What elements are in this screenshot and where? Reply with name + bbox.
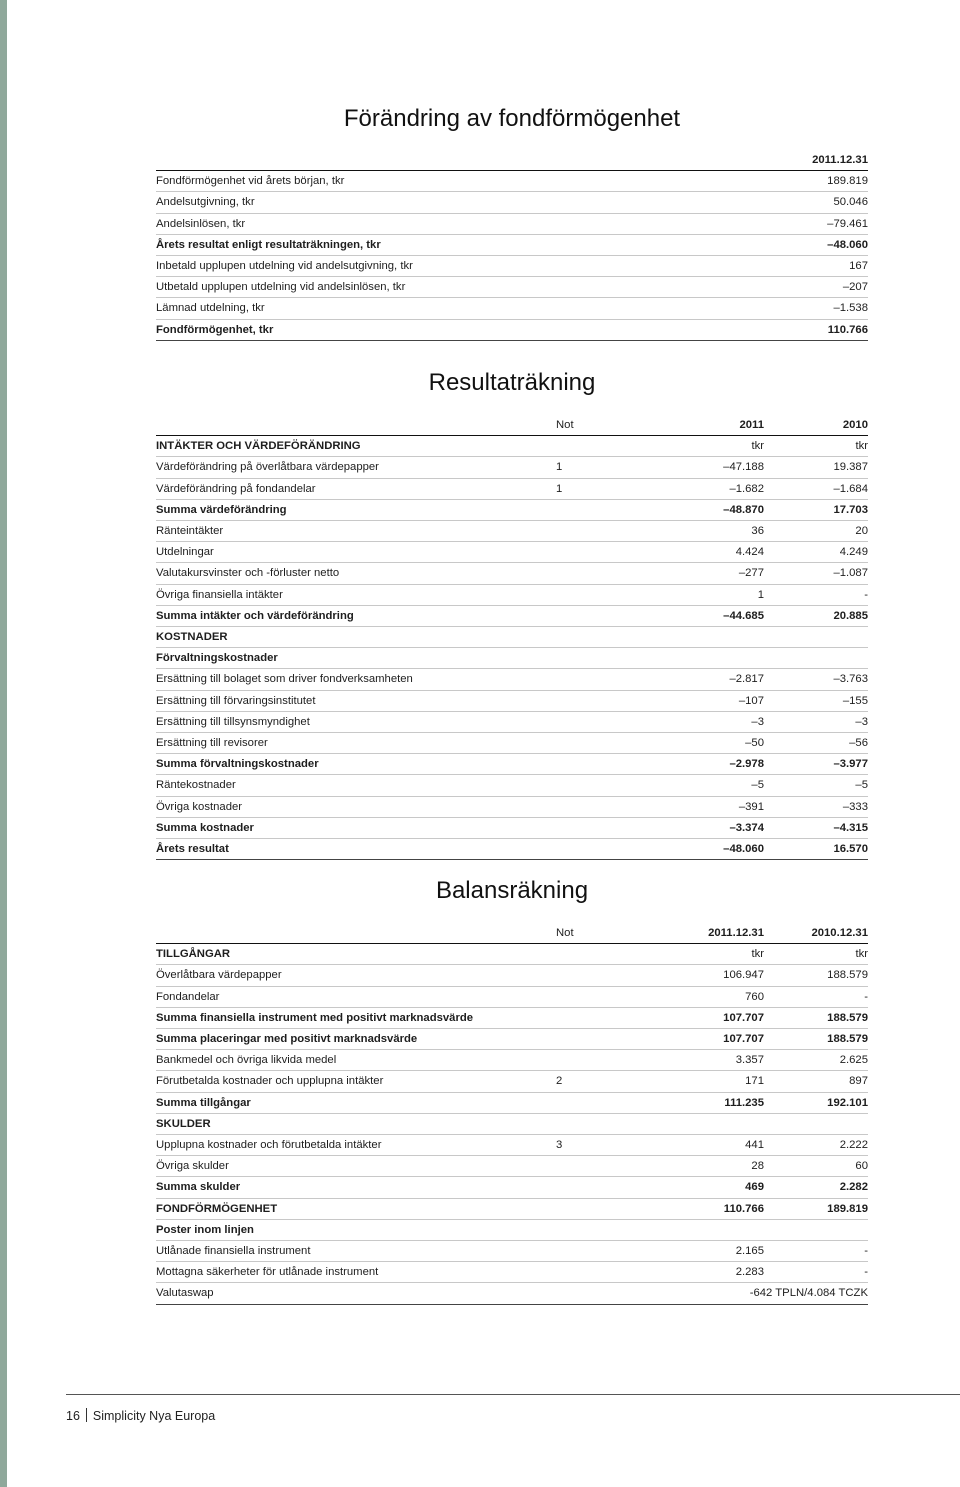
page-number: 16 bbox=[66, 1409, 80, 1423]
row-label: Utlånade finansiella instrument bbox=[156, 1241, 556, 1262]
row-value-current: 36 bbox=[656, 521, 764, 542]
row-label: Summa värdeförändring bbox=[156, 499, 556, 520]
fond-table-section bbox=[156, 150, 868, 341]
row-note bbox=[556, 1050, 656, 1071]
table-row bbox=[156, 234, 868, 255]
row-value-previous: 192.101 bbox=[764, 1092, 868, 1113]
row-label: Utbetald upplupen utdelning vid andelsinlösen, tkr bbox=[156, 277, 716, 298]
page-footer bbox=[66, 1408, 215, 1423]
row-value: –1.538 bbox=[716, 298, 868, 319]
resultat-title: Resultaträkning bbox=[428, 369, 596, 396]
row-label: Ersättning till tillsynsmyndighet bbox=[156, 711, 556, 732]
table-row bbox=[156, 192, 868, 213]
table-row bbox=[156, 669, 868, 690]
document-name: Simplicity Nya Europa bbox=[92, 1409, 216, 1423]
row-note bbox=[556, 986, 656, 1007]
row-value-current: 2.165 bbox=[656, 1241, 764, 1262]
row-value-current: 2.283 bbox=[656, 1262, 764, 1283]
table-row bbox=[156, 319, 868, 340]
table-row bbox=[156, 436, 868, 457]
fond-title: Förändring av fondförmögenhet bbox=[343, 105, 681, 132]
table-row bbox=[156, 1135, 868, 1156]
row-value-previous: - bbox=[764, 1262, 868, 1283]
row-note bbox=[556, 1007, 656, 1028]
row-value-current: –391 bbox=[656, 796, 764, 817]
row-value-previous: –5 bbox=[764, 775, 868, 796]
row-value-current: –44.685 bbox=[656, 605, 764, 626]
row-note bbox=[556, 563, 656, 584]
row-note: 1 bbox=[556, 478, 656, 499]
row-value-previous: 17.703 bbox=[764, 499, 868, 520]
table-row bbox=[156, 1156, 868, 1177]
resultat-table bbox=[156, 415, 868, 860]
table-row bbox=[156, 648, 868, 669]
table-row bbox=[156, 754, 868, 775]
row-label: Överlåtbara värdepapper bbox=[156, 965, 556, 986]
row-value-current: 4.424 bbox=[656, 542, 764, 563]
row-value-current: 107.707 bbox=[656, 1029, 764, 1050]
row-label: Ränteintäkter bbox=[156, 521, 556, 542]
row-value-current: 110.766 bbox=[656, 1198, 764, 1219]
row-value-previous: –1.087 bbox=[764, 563, 868, 584]
resultat-header-not: Not bbox=[556, 415, 656, 436]
row-label: Årets resultat bbox=[156, 839, 556, 860]
row-value-current: –48.060 bbox=[656, 839, 764, 860]
row-label: Summa skulder bbox=[156, 1177, 556, 1198]
row-label: Förutbetalda kostnader och upplupna intäkter bbox=[156, 1071, 556, 1092]
table-row bbox=[156, 839, 868, 860]
row-note: 3 bbox=[556, 1135, 656, 1156]
row-value-previous: - bbox=[764, 1241, 868, 1262]
table-row bbox=[156, 277, 868, 298]
row-value-previous: –3.763 bbox=[764, 669, 868, 690]
row-label: Övriga skulder bbox=[156, 1156, 556, 1177]
row-value-current: –2.978 bbox=[656, 754, 764, 775]
table-row bbox=[156, 1029, 868, 1050]
table-row bbox=[156, 627, 868, 648]
row-value-previous: 16.570 bbox=[764, 839, 868, 860]
row-label: Årets resultat enligt resultaträkningen, tkr bbox=[156, 234, 716, 255]
row-note bbox=[556, 627, 656, 648]
row-value-current bbox=[656, 1113, 764, 1134]
row-note bbox=[556, 817, 656, 838]
table-row bbox=[156, 944, 868, 965]
row-note bbox=[556, 733, 656, 754]
row-label: Inbetald upplupen utdelning vid andelsutgivning, tkr bbox=[156, 256, 716, 277]
row-label: Summa kostnader bbox=[156, 817, 556, 838]
row-note bbox=[556, 965, 656, 986]
row-value-previous: 2.282 bbox=[764, 1177, 868, 1198]
row-value: –79.461 bbox=[716, 213, 868, 234]
row-value-current: 760 bbox=[656, 986, 764, 1007]
table-row bbox=[156, 563, 868, 584]
row-label: INTÄKTER OCH VÄRDEFÖRÄNDRING bbox=[156, 436, 556, 457]
row-value-previous: - bbox=[764, 584, 868, 605]
row-value: –207 bbox=[716, 277, 868, 298]
row-value-previous bbox=[764, 627, 868, 648]
row-note bbox=[556, 839, 656, 860]
table-row bbox=[156, 690, 868, 711]
row-value-previous: –56 bbox=[764, 733, 868, 754]
row-value-current: 441 bbox=[656, 1135, 764, 1156]
row-value-previous: 60 bbox=[764, 1156, 868, 1177]
row-value-current: –47.188 bbox=[656, 457, 764, 478]
row-value-previous: tkr bbox=[764, 944, 868, 965]
row-value-current: 106.947 bbox=[656, 965, 764, 986]
row-value-current: 107.707 bbox=[656, 1007, 764, 1028]
row-value-previous: –3.977 bbox=[764, 754, 868, 775]
row-note bbox=[556, 584, 656, 605]
row-note bbox=[556, 796, 656, 817]
row-label: Ersättning till bolaget som driver fondverksamheten bbox=[156, 669, 556, 690]
row-note bbox=[556, 521, 656, 542]
row-value-current: 111.235 bbox=[656, 1092, 764, 1113]
balans-header-2010: 2010.12.31 bbox=[764, 923, 868, 944]
table-row bbox=[156, 1113, 868, 1134]
row-note: 2 bbox=[556, 1071, 656, 1092]
row-value-previous bbox=[764, 648, 868, 669]
table-row bbox=[156, 775, 868, 796]
table-row bbox=[156, 171, 868, 192]
resultat-header-2011: 2011 bbox=[656, 415, 764, 436]
balans-table-section bbox=[156, 923, 868, 1305]
row-note: 1 bbox=[556, 457, 656, 478]
row-note bbox=[556, 1241, 656, 1262]
row-value-current: tkr bbox=[656, 436, 764, 457]
row-value-previous: –4.315 bbox=[764, 817, 868, 838]
fond-header-date: 2011.12.31 bbox=[716, 150, 868, 171]
row-label: Upplupna kostnader och förutbetalda intäkter bbox=[156, 1135, 556, 1156]
row-label: Mottagna säkerheter för utlånade instrument bbox=[156, 1262, 556, 1283]
row-note bbox=[556, 605, 656, 626]
table-row bbox=[156, 478, 868, 499]
row-note bbox=[556, 1283, 656, 1304]
row-value-current bbox=[656, 1219, 764, 1240]
row-label: Poster inom linjen bbox=[156, 1219, 556, 1240]
row-value-previous: 189.819 bbox=[764, 1198, 868, 1219]
balans-title: Balansräkning bbox=[435, 877, 589, 904]
row-value-current: 28 bbox=[656, 1156, 764, 1177]
row-label: Fondandelar bbox=[156, 986, 556, 1007]
row-note bbox=[556, 690, 656, 711]
balans-header-2011: 2011.12.31 bbox=[656, 923, 764, 944]
row-value-current: –1.682 bbox=[656, 478, 764, 499]
fond-header-row bbox=[156, 150, 868, 171]
row-value-current: –48.870 bbox=[656, 499, 764, 520]
table-row bbox=[156, 986, 868, 1007]
row-value-span: -642 TPLN/4.084 TCZK bbox=[656, 1283, 868, 1304]
row-value-previous: 188.579 bbox=[764, 1007, 868, 1028]
row-value-previous bbox=[764, 1219, 868, 1240]
row-value-previous: 2.625 bbox=[764, 1050, 868, 1071]
row-note bbox=[556, 711, 656, 732]
row-value: 167 bbox=[716, 256, 868, 277]
table-row bbox=[156, 499, 868, 520]
row-value-current: –3 bbox=[656, 711, 764, 732]
row-value-current: –107 bbox=[656, 690, 764, 711]
row-value-current bbox=[656, 627, 764, 648]
table-row bbox=[156, 1092, 868, 1113]
row-label: SKULDER bbox=[156, 1113, 556, 1134]
row-value: 189.819 bbox=[716, 171, 868, 192]
row-note bbox=[556, 436, 656, 457]
footer-separator bbox=[86, 1408, 87, 1422]
row-note bbox=[556, 1156, 656, 1177]
row-label: Ersättning till revisorer bbox=[156, 733, 556, 754]
row-label: Summa förvaltningskostnader bbox=[156, 754, 556, 775]
row-value-previous: 20 bbox=[764, 521, 868, 542]
row-value-current: –3.374 bbox=[656, 817, 764, 838]
row-label: Summa intäkter och värdeförändring bbox=[156, 605, 556, 626]
row-value-current: 3.357 bbox=[656, 1050, 764, 1071]
row-note bbox=[556, 775, 656, 796]
table-row bbox=[156, 711, 868, 732]
row-value-current: 171 bbox=[656, 1071, 764, 1092]
row-note bbox=[556, 1113, 656, 1134]
table-row bbox=[156, 457, 868, 478]
row-label: Valutaswap bbox=[156, 1283, 556, 1304]
row-value-previous: –1.684 bbox=[764, 478, 868, 499]
row-value-previous: 4.249 bbox=[764, 542, 868, 563]
table-row bbox=[156, 1219, 868, 1240]
row-note bbox=[556, 754, 656, 775]
table-row bbox=[156, 1177, 868, 1198]
row-label: Övriga finansiella intäkter bbox=[156, 584, 556, 605]
resultat-header-row bbox=[156, 415, 868, 436]
table-row bbox=[156, 965, 868, 986]
table-row bbox=[156, 256, 868, 277]
table-row bbox=[156, 1071, 868, 1092]
balans-header-row bbox=[156, 923, 868, 944]
row-value-current: 1 bbox=[656, 584, 764, 605]
row-label: Värdeförändring på fondandelar bbox=[156, 478, 556, 499]
row-value-previous: 188.579 bbox=[764, 965, 868, 986]
row-value-previous: –3 bbox=[764, 711, 868, 732]
row-note bbox=[556, 1262, 656, 1283]
balans-table bbox=[156, 923, 868, 1305]
row-note bbox=[556, 1177, 656, 1198]
row-label: Fondförmögenhet vid årets början, tkr bbox=[156, 171, 716, 192]
table-row bbox=[156, 298, 868, 319]
table-row bbox=[156, 1050, 868, 1071]
row-value-current bbox=[656, 648, 764, 669]
row-note bbox=[556, 542, 656, 563]
row-value-current: –277 bbox=[656, 563, 764, 584]
row-value-current: –50 bbox=[656, 733, 764, 754]
resultat-table-section bbox=[156, 415, 868, 860]
table-row bbox=[156, 796, 868, 817]
row-value-previous: 2.222 bbox=[764, 1135, 868, 1156]
table-row bbox=[156, 1241, 868, 1262]
resultat-header-2010: 2010 bbox=[764, 415, 868, 436]
row-value-previous bbox=[764, 1113, 868, 1134]
table-row bbox=[156, 1007, 868, 1028]
table-row bbox=[156, 521, 868, 542]
row-value-current: –2.817 bbox=[656, 669, 764, 690]
row-value-previous: 20.885 bbox=[764, 605, 868, 626]
table-row bbox=[156, 1198, 868, 1219]
table-row bbox=[156, 1262, 868, 1283]
row-label: Utdelningar bbox=[156, 542, 556, 563]
balans-header-not: Not bbox=[556, 923, 656, 944]
footer-divider bbox=[66, 1394, 960, 1395]
row-label: TILLGÅNGAR bbox=[156, 944, 556, 965]
row-value-previous: –333 bbox=[764, 796, 868, 817]
row-label: KOSTNADER bbox=[156, 627, 556, 648]
row-label: Summa tillgångar bbox=[156, 1092, 556, 1113]
row-note bbox=[556, 648, 656, 669]
row-value-current: tkr bbox=[656, 944, 764, 965]
row-value-previous: - bbox=[764, 986, 868, 1007]
accent-bar bbox=[0, 0, 7, 1487]
row-value-previous: –155 bbox=[764, 690, 868, 711]
row-value-previous: 19.387 bbox=[764, 457, 868, 478]
row-label: Övriga kostnader bbox=[156, 796, 556, 817]
table-row bbox=[156, 542, 868, 563]
table-row bbox=[156, 817, 868, 838]
row-value-current: –5 bbox=[656, 775, 764, 796]
row-label: Fondförmögenhet, tkr bbox=[156, 319, 716, 340]
row-label: Summa finansiella instrument med positivt marknadsvärde bbox=[156, 1007, 556, 1028]
row-label: Förvaltningskostnader bbox=[156, 648, 556, 669]
table-row bbox=[156, 213, 868, 234]
row-value-previous: 188.579 bbox=[764, 1029, 868, 1050]
row-note bbox=[556, 944, 656, 965]
row-note bbox=[556, 669, 656, 690]
row-value: 50.046 bbox=[716, 192, 868, 213]
row-label: Valutakursvinster och -förluster netto bbox=[156, 563, 556, 584]
row-note bbox=[556, 1198, 656, 1219]
table-row bbox=[156, 584, 868, 605]
row-note bbox=[556, 1029, 656, 1050]
row-note bbox=[556, 499, 656, 520]
row-value-previous: 897 bbox=[764, 1071, 868, 1092]
row-label: Ersättning till förvaringsinstitutet bbox=[156, 690, 556, 711]
row-label: FONDFÖRMÖGENHET bbox=[156, 1198, 556, 1219]
row-label: Bankmedel och övriga likvida medel bbox=[156, 1050, 556, 1071]
fond-table bbox=[156, 150, 868, 341]
row-label: Värdeförändring på överlåtbara värdepapper bbox=[156, 457, 556, 478]
row-value-previous: tkr bbox=[764, 436, 868, 457]
row-label: Andelsinlösen, tkr bbox=[156, 213, 716, 234]
table-row bbox=[156, 605, 868, 626]
table-row bbox=[156, 1283, 868, 1304]
row-label: Räntekostnader bbox=[156, 775, 556, 796]
row-value: 110.766 bbox=[716, 319, 868, 340]
row-value: –48.060 bbox=[716, 234, 868, 255]
row-value-current: 469 bbox=[656, 1177, 764, 1198]
row-note bbox=[556, 1219, 656, 1240]
row-label: Andelsutgivning, tkr bbox=[156, 192, 716, 213]
row-note bbox=[556, 1092, 656, 1113]
table-row bbox=[156, 733, 868, 754]
row-label: Lämnad utdelning, tkr bbox=[156, 298, 716, 319]
row-label: Summa placeringar med positivt marknadsvärde bbox=[156, 1029, 556, 1050]
